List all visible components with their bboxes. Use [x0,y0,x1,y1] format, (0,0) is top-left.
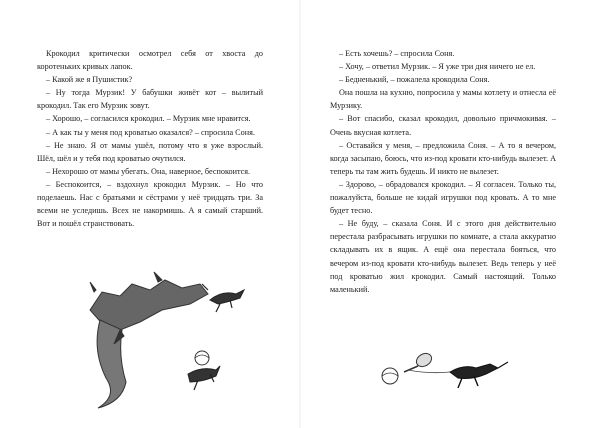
right-paragraph-1: – Есть хочешь? – спросила Соня. [339,49,455,58]
left-paragraph-7: – Нехорошо от мамы убегать. Она, наверное, беспокоится. [46,166,251,176]
left-paragraph-2: – Какой же я Пушистик? [46,75,133,85]
left-paragraph-3: – Ну тогда Мурзик! У бабушки живёт кот – вылитый крокодил. Так его Мурзик зовут. [37,88,263,111]
right-paragraph-2: – Хочу, – ответил Мурзик. – Я уже три дня ничего не ел. [339,62,536,72]
racket-icon [404,351,434,372]
right-paragraph-7: – Здорово, – обрадовался крокодил. – Я согласен. Только ты, пожалуйста, больше не кидай игрушки под кровать. А то мне будет тесно. [330,179,556,216]
ball-icon [382,368,398,384]
crocodile-figure [450,362,508,388]
right-paragraph-4: Она пошла на кухню, попросила у мамы котлету и отнесла её Мурзику. [330,88,556,111]
left-paragraph-8: – Беспокоится, – вздохнул крокодил Мурзик. – Но что поделаешь. Нас с братьями и сёстрами у неё тридцать три. За всеми не уследишь. Всех не накормишь. А я самый старший. Вот и пошёл странствовать. [37,179,263,229]
left-paragraph-4: – Хорошо, – согласился крокодил. – Мурзик мне нравится. [46,114,251,124]
left-paragraph-6: – Не знаю. Я от мамы ушёл, потому что я уже взрослый. Шёл, шёл и у тебя под кроватью очутился. [37,140,263,163]
right-paragraph-3: – Бедненький, – пожалела крокодила Соня. [339,75,490,85]
right-page-text [330,47,556,296]
crocodile-with-racket-and-ball [378,346,528,396]
right-paragraph-8: – Не буду, – сказала Соня. И с этого дня действительно перестала разбрасывать игрушки по комнате, а стала аккуратно складывать их в ящик. А ещё она перестала бояться, что вечером из-под кровати кто-нибудь вылезет. Ведь теперь у неё под кроватью жил крокодил. Самый настоящий. Только маленький. [330,219,556,294]
left-paragraph-1: Крокодил критически осмотрел себя от хвоста до коротеньких кривых лапок. [37,49,263,72]
right-paragraph-5: – Вот спасибо, сказал крокодил, довольно причмокивая. – Очень вкусная котлета. [330,114,556,137]
left-paragraph-5: – А как ты у меня под кроватью оказался? – спросила Соня. [46,127,255,137]
right-paragraph-6: – Оставайся у меня, – предложила Соня. – А то я вечером, когда засыпаю, боюсь, что из-под кровати кто-нибудь вылезет. А теперь ты там жить будешь. И никто не вылезет. [330,140,556,176]
